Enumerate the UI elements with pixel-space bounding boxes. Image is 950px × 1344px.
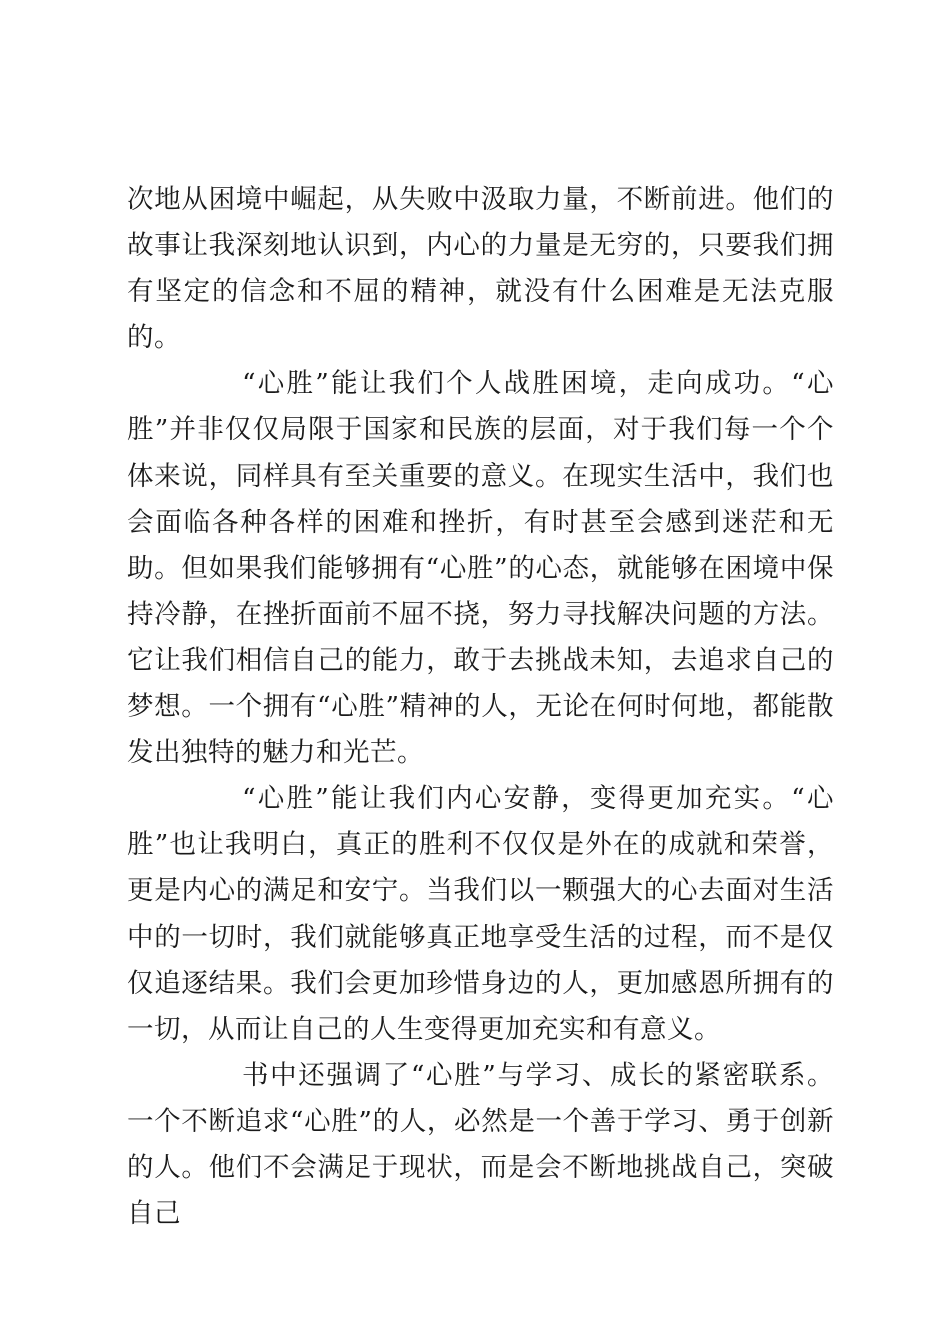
paragraph-1: 次地从困境中崛起，从失败中汲取力量，不断前进。他们的故事让我深刻地认识到，内心的力量是无穷的，只要我们拥有坚定的信念和不屈的精神，就没有什么困难是无法克服的。 <box>127 184 834 354</box>
document-body <box>127 177 834 1237</box>
paragraph-2: “心胜”能让我们个人战胜困境，走向成功。“心胜”并非仅仅局限于国家和民族的层面，对于我们每一个个体来说，同样具有至关重要的意义。在现实生活中，我们也会面临各种各样的困难和挫折，有时甚至会感到迷茫和无助。但如果我们能够拥有“心胜”的心态，就能够在困境中保持冷静，在挫折面前不屈不挠，努力寻找解决问题的方法。它让我们相信自己的能力，敢于去挑战未知，去追求自己的梦想。一个拥有“心胜”精神的人，无论在何时何地，都能散发出独特的魅力和光芒。 <box>127 368 834 769</box>
paragraph-3: “心胜”能让我们内心安静，变得更加充实。“心胜”也让我明白，真正的胜利不仅仅是外在的成就和荣誉，更是内心的满足和安宁。当我们以一颗强大的心去面对生活中的一切时，我们就能够真正地享受生活的过程，而不是仅仅追逐结果。我们会更加珍惜身边的人，更加感恩所拥有的一切，从而让自己的人生变得更加充实和有意义。 <box>127 783 834 1045</box>
paragraph-4: 书中还强调了“心胜”与学习、成长的紧密联系。一个不断追求“心胜”的人，必然是一个善于学习、勇于创新的人。他们不会满足于现状，而是会不断地挑战自己，突破自己 <box>127 1059 834 1230</box>
